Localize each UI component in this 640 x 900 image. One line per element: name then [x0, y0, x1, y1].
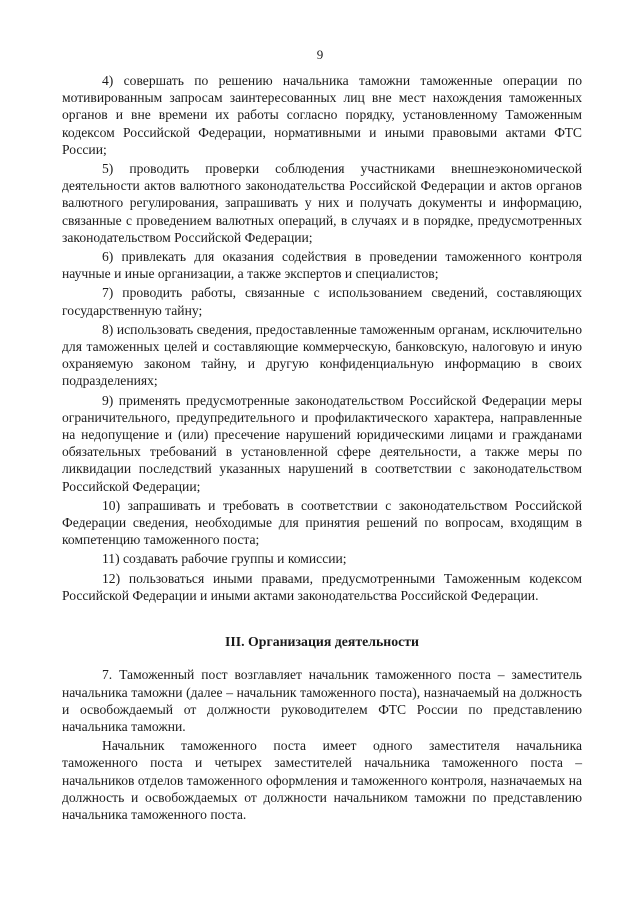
paragraph-item-9: 9) применять предусмотренные законодательством Российской Федерации меры ограничительного, предупредительного и профилактического характера, направленные на недопущение и (или) пресечение нарушений юридическими лицами и гражданами обязательных требований в установленной сфере деятельности, а также меры по ликвидации последствий указанных нарушений в соответствии с законодательством Российской Федерации;: [62, 392, 582, 494]
paragraph-clause-7: 7. Таможенный пост возглавляет начальник таможенного поста – заместитель начальника таможни (далее – начальник таможенного поста), назначаемый на должность и освобождаемый от должности руководителем ФТС России по представлению начальника таможни.: [62, 667, 582, 734]
paragraph-item-10: 10) запрашивать и требовать в соответствии с законодательством Российской Федерации сведения, необходимые для принятия решений по вопросам, входящим в компетенцию таможенного поста;: [62, 497, 582, 548]
paragraph-item-6: 6) привлекать для оказания содействия в проведении таможенного контроля научные и иные организации, а также экспертов и специалистов;: [62, 249, 582, 282]
paragraph-item-12: 12) пользоваться иными правами, предусмотренными Таможенным кодексом Российской Федерации и иными актами законодательства Российской Федерации.: [62, 570, 582, 603]
paragraph-item-7: 7) проводить работы, связанные с использованием сведений, составляющих государственную тайну;: [62, 285, 582, 318]
paragraph-item-11: 11) создавать рабочие группы и комиссии;: [102, 551, 347, 567]
paragraph-item-5: 5) проводить проверки соблюдения участниками внешнеэкономической деятельности актов валютного законодательства Российской Федерации и актов органов валютного регулирования, запрашивать у них и получать документы и информацию, связанные с проведением валютных операций, в случаях и в порядке, предусмотренных законодательством Российской Федерации;: [62, 161, 582, 245]
paragraph-item-4: 4) совершать по решению начальника таможни таможенные операции по мотивированным запросам заинтересованных лиц вне мест нахождения таможенных органов и вне времени их работы согласно порядку, установленному Таможенным кодексом Российской Федерации, нормативными и иными правовыми актами ФТС России;: [62, 73, 582, 157]
page-number: 9: [316, 47, 324, 62]
paragraph-deputies: Начальник таможенного поста имеет одного заместителя начальника таможенного поста и четырех заместителей начальника таможенного поста – начальников отделов таможенного оформления и таможенного контроля, назначаемых на должность и освобождаемых от должности начальником таможни по представлению начальника таможенного поста.: [62, 738, 582, 822]
section-heading: III. Организация деятельности: [225, 634, 419, 650]
paragraph-item-8: 8) использовать сведения, предоставленные таможенным органам, исключительно для таможенных целей и составляющие коммерческую, банковскую, налоговую и иную охраняемую законом тайну, и другую конфиденциальную информацию в своих подразделениях;: [62, 321, 582, 389]
document-body: [62, 72, 582, 823]
